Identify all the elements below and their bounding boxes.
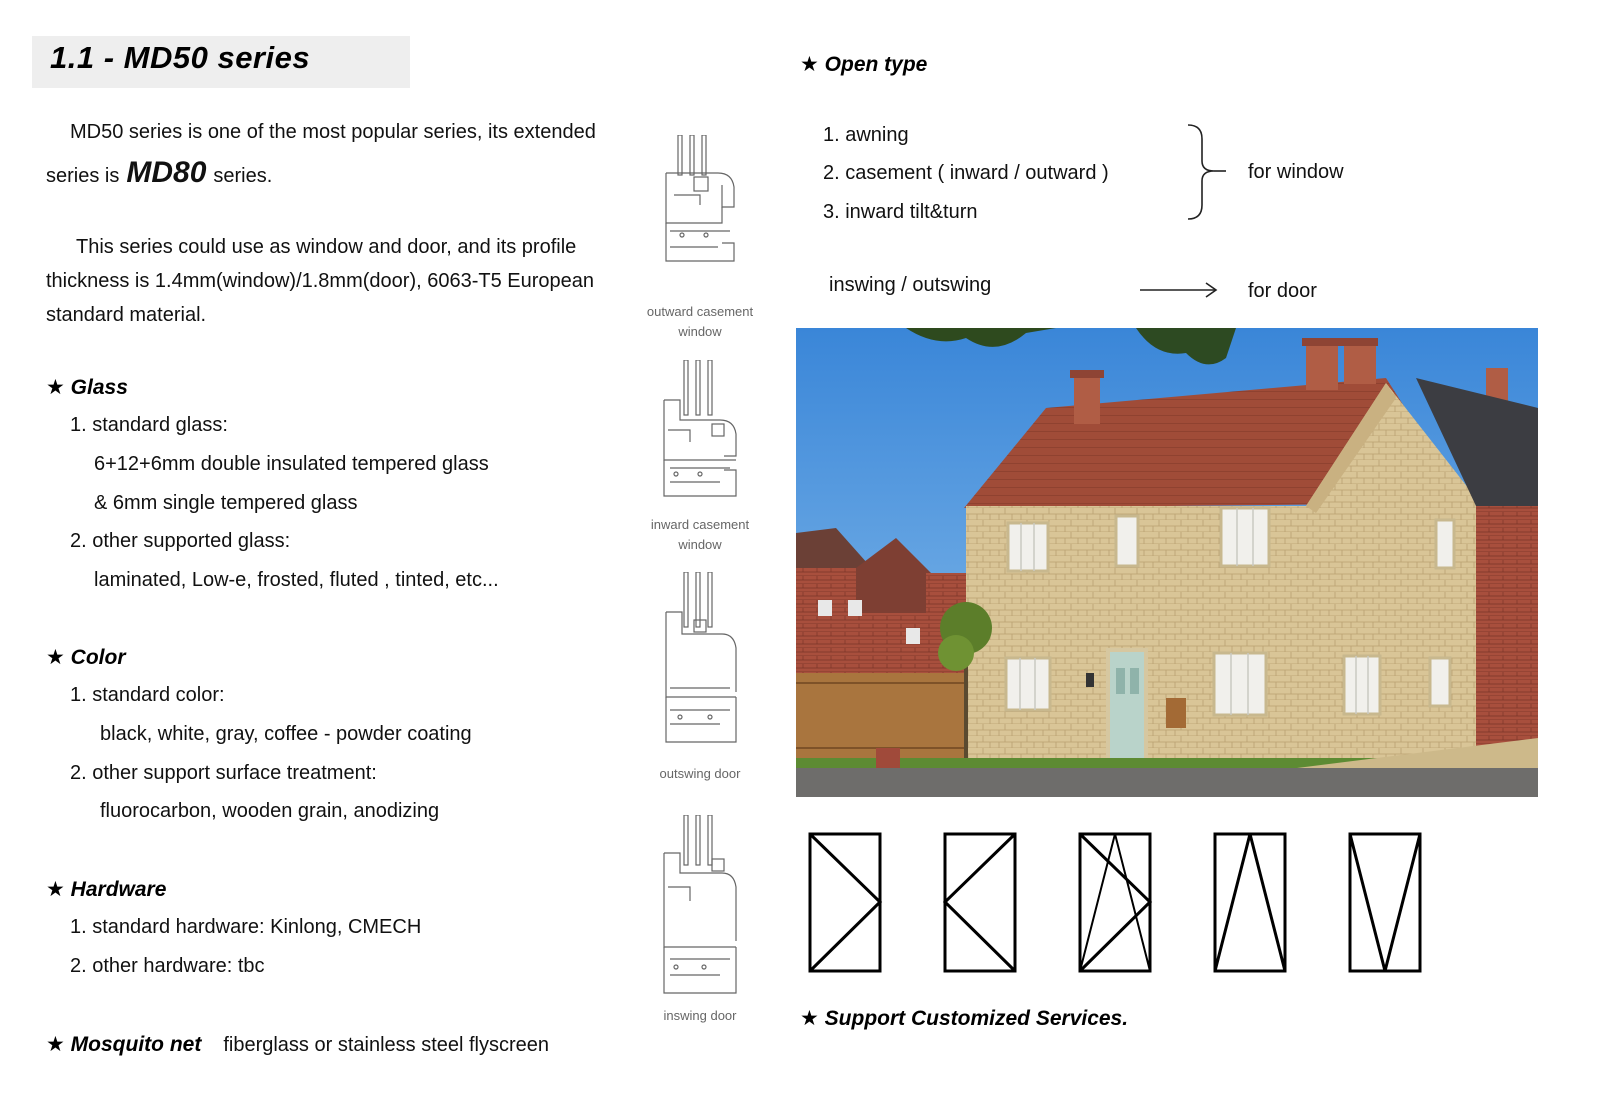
star-icon: ★ xyxy=(46,646,65,669)
hardware-item-1: 1. standard hardware: Kinlong, CMECH xyxy=(70,916,422,938)
profile-caption-1 xyxy=(630,302,770,342)
profile-caption-4-line1: inswing door xyxy=(663,1008,737,1023)
customized-services-label: Support Customized Services. xyxy=(824,1007,1129,1030)
color-heading xyxy=(46,645,126,670)
star-icon: ★ xyxy=(800,1007,819,1030)
intro-line-1: MD50 series is one of the most popular series, its extended xyxy=(70,121,596,143)
color-item-2: 2. other support surface treatment: xyxy=(70,762,377,784)
door-open-type: inswing / outswing xyxy=(829,274,992,296)
open-type-item-3: 3. inward tilt&turn xyxy=(823,201,978,223)
profile-caption-3 xyxy=(630,764,770,784)
open-type-item-2: 2. casement ( inward / outward ) xyxy=(823,162,1109,184)
intro-para2-line2: thickness is 1.4mm(window)/1.8mm(door), 6063-T5 European xyxy=(46,270,594,292)
profile-outswing-door xyxy=(660,572,740,747)
profile-caption-2-line2: window xyxy=(678,537,722,552)
window-symbol-tilt-turn xyxy=(1078,832,1154,974)
for-window-label: for window xyxy=(1248,161,1344,183)
glass-item-1a: 6+12+6mm double insulated tempered glass xyxy=(94,453,489,475)
intro-para2-line1: This series could use as window and door, and its profile xyxy=(76,236,577,258)
window-symbol-casement-right-hinge xyxy=(943,832,1019,974)
curly-brace-icon xyxy=(1184,123,1228,221)
house-photo xyxy=(796,328,1538,797)
mosquito-heading xyxy=(46,1032,201,1057)
window-symbol-casement-left-hinge xyxy=(808,832,884,974)
profile-caption-2-line1: inward casement xyxy=(650,517,750,532)
mosquito-row xyxy=(46,1032,549,1057)
glass-item-1: 1. standard glass: xyxy=(70,414,228,436)
window-symbol-awning-bottom-hinge xyxy=(1213,832,1289,974)
star-icon: ★ xyxy=(46,376,65,399)
color-item-1a: black, white, gray, coffee - powder coating xyxy=(100,723,472,745)
for-door-label: for door xyxy=(1248,280,1317,302)
glass-heading xyxy=(46,375,128,400)
intro-series-prefix: series is xyxy=(46,165,120,187)
page-title: 1.1 - MD50 series xyxy=(50,40,311,75)
glass-item-2a: laminated, Low-e, frosted, fluted , tinted, etc... xyxy=(94,569,499,591)
profile-outward-casement-window xyxy=(660,135,740,265)
intro-series-suffix: series. xyxy=(213,165,273,187)
profile-caption-1-line2: window xyxy=(678,324,722,339)
window-symbol-awning-top-hinge xyxy=(1348,832,1424,974)
star-icon: ★ xyxy=(800,53,819,76)
star-icon: ★ xyxy=(46,878,65,901)
hardware-heading xyxy=(46,877,166,902)
glass-item-2: 2. other supported glass: xyxy=(70,530,291,552)
profile-caption-4 xyxy=(630,1006,770,1026)
profile-caption-1-line1: outward casement xyxy=(646,304,754,319)
star-icon: ★ xyxy=(46,1033,65,1056)
glass-heading-label: Glass xyxy=(70,376,128,399)
open-type-heading-label: Open type xyxy=(824,53,928,76)
intro-line-2 xyxy=(46,158,272,188)
mosquito-heading-label: Mosquito net xyxy=(70,1033,202,1056)
open-type-heading xyxy=(800,52,927,77)
profile-inswing-door xyxy=(660,815,740,997)
color-item-2a: fluorocarbon, wooden grain, anodizing xyxy=(100,800,440,822)
hardware-item-2: 2. other hardware: tbc xyxy=(70,955,265,977)
profile-caption-3-line1: outswing door xyxy=(659,766,741,781)
glass-item-1b: & 6mm single tempered glass xyxy=(94,492,358,514)
hardware-heading-label: Hardware xyxy=(70,878,167,901)
mosquito-text: fiberglass or stainless steel flyscreen xyxy=(223,1034,550,1056)
color-item-1: 1. standard color: xyxy=(70,684,225,706)
arrow-right-icon xyxy=(1138,280,1220,300)
color-heading-label: Color xyxy=(70,646,126,669)
open-type-item-1: 1. awning xyxy=(823,124,909,146)
profile-inward-casement-window xyxy=(660,360,740,500)
md80-emphasis: MD80 xyxy=(126,156,207,189)
profile-caption-2 xyxy=(630,515,770,555)
customized-services xyxy=(800,1006,1128,1031)
intro-para2-line3: standard material. xyxy=(46,304,207,326)
